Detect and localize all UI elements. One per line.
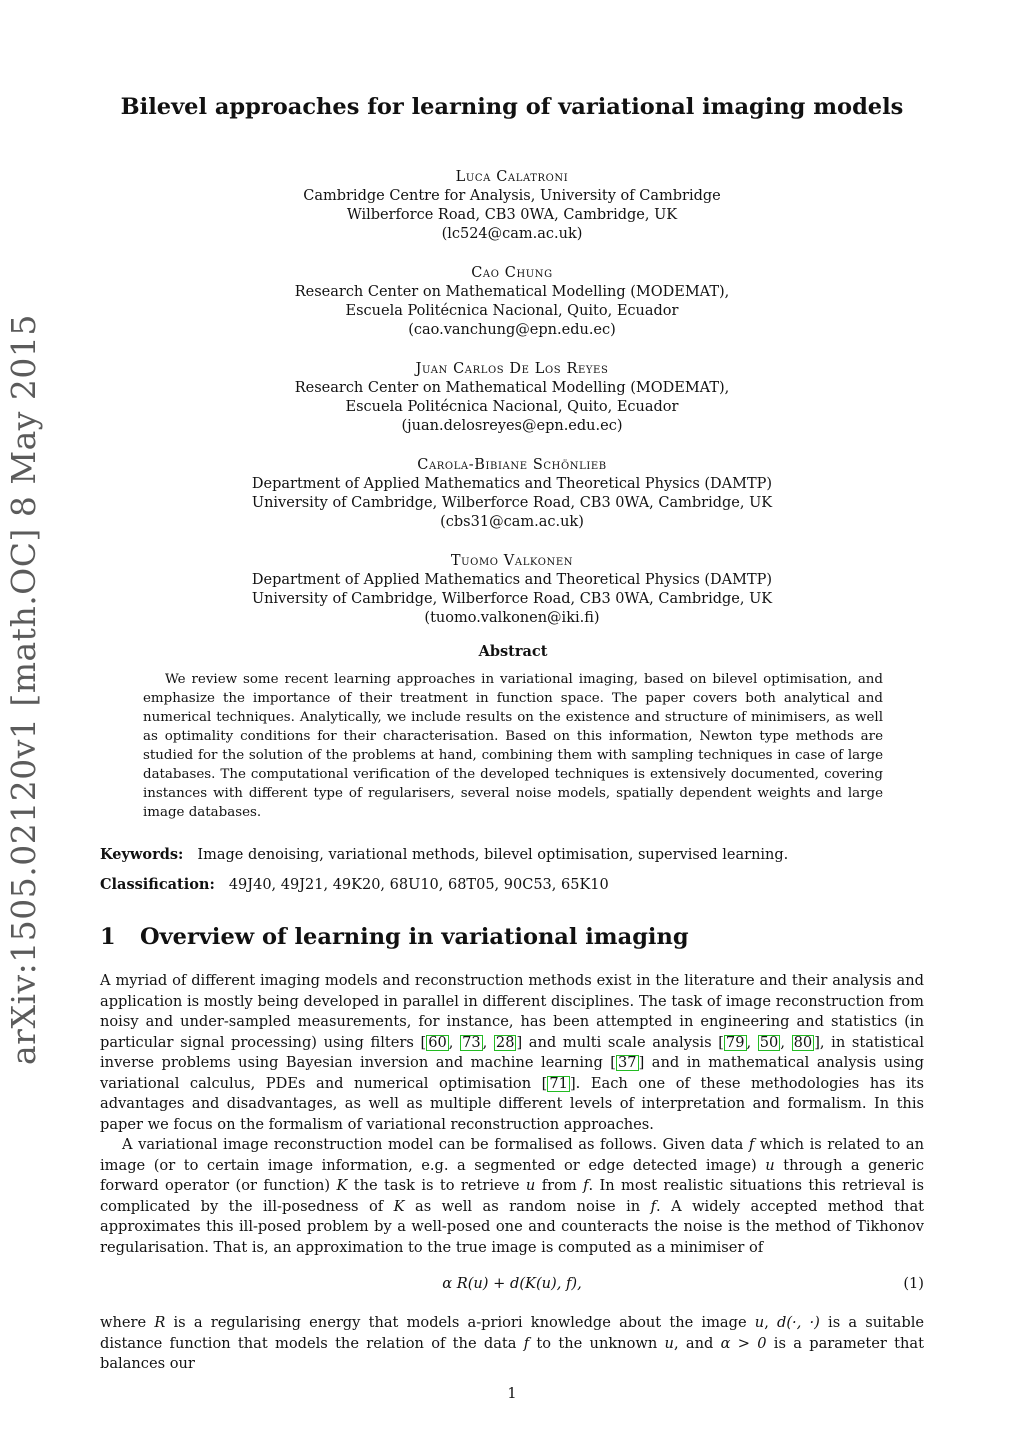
text-run: to the unknown	[529, 1334, 665, 1352]
abstract-heading: Abstract	[478, 643, 548, 660]
text-run: , and	[673, 1334, 721, 1352]
citation-link[interactable]: 80	[793, 1033, 813, 1051]
text-run: where	[100, 1314, 155, 1331]
section-number: 1	[100, 924, 116, 950]
equation-body: α R(u) + d(K(u), f),	[442, 1275, 582, 1292]
page-number: 1	[507, 1386, 517, 1402]
text-run: . In most realistic situations this retrieval is complicated by the ill-posedness of	[100, 1177, 925, 1215]
math-symbol: f	[523, 1334, 530, 1352]
text-run: which is related to an image (or to certain image information, e.g. a segmented or edge detected image)	[100, 1136, 925, 1174]
citation-separator: ,	[482, 1033, 494, 1051]
equation-1	[100, 1275, 924, 1297]
math-symbol: R	[154, 1314, 166, 1331]
paragraph-1: A myriad of different imaging models and reconstruction methods exist in the literature and their analysis and application is mostly being developed in parallel in different disciplines. The task of image reconstruction from noisy and under-sampled measurements, for instance, has been attempted in engineering and statistics (in particular signal processing) using filters [ 60 , 73 , 28 ] and multi scale analysis [ 79 , 50 , 80 ], in statistical inverse problems using Bayesian inversion and machine learning [ 37 ] and in mathematical analysis using variational calculus, PDEs and numerical optimisation [ 71 ]. Each one of these methodologies has its advantages and disadvantages, as well as multiple different levels of interpretation and formalism. In this paper we focus on the formalism of variational reconstruction approaches.	[100, 972, 924, 1133]
math-symbol: f	[748, 1136, 755, 1153]
citation-separator: ,	[780, 1033, 792, 1051]
text-run: is a parameter that balances our	[100, 1334, 925, 1372]
text-run: A variational image reconstruction model can be formalised as follows. Given data	[122, 1136, 749, 1153]
author-entry	[150, 456, 874, 532]
author-email: (cao.vanchung@epn.edu.ec)	[408, 322, 616, 338]
text-run: is a suitable distance function that models the relation of the data	[100, 1314, 925, 1352]
equation-number: (1)	[903, 1275, 924, 1292]
text-run: the task is to retrieve	[347, 1177, 526, 1194]
text-run: is a regularising energy that models a-priori knowledge about the image	[165, 1314, 755, 1331]
author-affiliation: Cambridge Centre for Analysis, University of Cambridge	[303, 188, 721, 204]
author-block	[150, 168, 874, 648]
citation-link[interactable]: 79	[725, 1033, 745, 1051]
author-address: Escuela Politécnica Nacional, Quito, Ecuador	[345, 399, 679, 415]
text-run: through a generic forward operator (or function)	[100, 1156, 925, 1194]
author-address: Wilberforce Road, CB3 0WA, Cambridge, UK	[346, 207, 678, 223]
math-symbol: K	[393, 1197, 405, 1215]
author-address: University of Cambridge, Wilberforce Road, CB3 0WA, Cambridge, UK	[251, 495, 773, 511]
citation-link[interactable]: 37	[618, 1054, 637, 1071]
author-address: Escuela Politécnica Nacional, Quito, Ecuador	[345, 303, 679, 319]
author-address: University of Cambridge, Wilberforce Road, CB3 0WA, Cambridge, UK	[251, 591, 773, 607]
classification-label: Classification:	[100, 876, 215, 893]
author-name: Carola-Bibiane Schönlieb	[417, 457, 607, 473]
author-email: (lc524@cam.ac.uk)	[441, 226, 583, 242]
math-symbol: f	[650, 1197, 656, 1215]
author-affiliation: Department of Applied Mathematics and Theoretical Physics (DAMTP)	[251, 476, 773, 492]
text-run: and in mathematical analysis using variational calculus, PDEs and numerical optimisation	[100, 1054, 924, 1092]
author-email: (juan.delosreyes@epn.edu.ec)	[401, 418, 623, 434]
citation-separator: ,	[448, 1033, 461, 1051]
author-entry	[150, 168, 874, 244]
author-name: Luca Calatroni	[455, 169, 569, 185]
author-email: (tuomo.valkonen@iki.fi)	[424, 610, 600, 626]
math-symbol: u	[525, 1177, 536, 1194]
keywords-block	[100, 846, 924, 906]
citation-separator: ,	[746, 1033, 758, 1051]
classification-value: 49J40, 49J21, 49K20, 68U10, 68T05, 90C53, 65K10	[228, 877, 609, 893]
citation-link[interactable]: 28	[495, 1033, 515, 1051]
author-email: (cbs31@cam.ac.uk)	[440, 514, 584, 530]
paragraph-3	[100, 1313, 924, 1375]
text-run: . Each one of these methodologies has its advantages and disadvantages, as well as multiple different levels of interpretation and formalism. In this paper we focus on the formalism of variational reconstruction approaches.	[100, 1074, 924, 1133]
text-run: , in statistical inverse problems using Bayesian inversion and machine learning	[100, 1033, 924, 1071]
text-run: as well as random noise in	[404, 1197, 651, 1215]
author-name: Juan Carlos De Los Reyes	[415, 361, 609, 377]
section-heading	[100, 924, 689, 950]
math-symbol: α > 0	[720, 1334, 767, 1352]
math-symbol: u	[754, 1314, 765, 1331]
text-run: from	[535, 1177, 584, 1194]
author-affiliation: Department of Applied Mathematics and Theoretical Physics (DAMTP)	[251, 572, 773, 588]
math-symbol: u	[664, 1334, 674, 1352]
paper-title: Bilevel approaches for learning of variational imaging models	[120, 94, 904, 120]
author-entry	[150, 552, 874, 628]
abstract-section	[143, 643, 883, 822]
arxiv-stamp: arXiv:1505.02120v1 [math.OC] 8 May 2015	[4, 314, 43, 1065]
text-run: and multi scale analysis	[522, 1033, 719, 1051]
math-symbol: d(·, ·)	[777, 1314, 820, 1331]
keywords-value: Image denoising, variational methods, bilevel optimisation, supervised learning.	[197, 847, 789, 863]
citation-link[interactable]: 60	[428, 1033, 447, 1051]
author-name: Tuomo Valkonen	[450, 553, 574, 569]
paragraph-2	[100, 1135, 924, 1258]
text-run: ,	[764, 1314, 778, 1331]
author-affiliation: Research Center on Mathematical Modelling (MODEMAT),	[294, 380, 730, 396]
math-symbol: K	[336, 1177, 348, 1194]
citation-link[interactable]: 71	[549, 1074, 568, 1092]
classification-row	[100, 876, 924, 893]
abstract-text: We review some recent learning approaches in variational imaging, based on bilevel optimisation, and emphasize the importance of their treatment in function space. The paper covers both analytical and numerical techniques. Analytically, we include results on the existence and structure of minimisers, as well as optimality conditions for their characterisation. Based on this information, Newton type methods are studied for the solution of the problems at hand, combining them with sampling techniques in case of large databases. The computational verification of the developed techniques is extensively documented, covering instances with different type of regularisers, several noise models, spatially dependent weights and large image databases.	[143, 672, 883, 820]
math-symbol: u	[765, 1156, 775, 1174]
author-name: Cao Chung	[471, 265, 553, 281]
keywords-label: Keywords:	[100, 846, 184, 863]
author-entry	[150, 360, 874, 436]
math-symbol: f	[583, 1177, 589, 1194]
section-title: Overview of learning in variational imaging	[140, 924, 689, 950]
citation-link[interactable]: 50	[759, 1033, 779, 1051]
text-run: . A widely accepted method that approximates this ill-posed problem by a well-posed one and counteracts the noise is the method of Tikhonov regularisation. That is, an approximation to the true image is computed as a minimiser of	[100, 1197, 925, 1256]
citation-link[interactable]: 73	[462, 1033, 481, 1051]
keywords-row	[100, 846, 924, 863]
author-affiliation: Research Center on Mathematical Modelling (MODEMAT),	[294, 284, 730, 300]
author-entry	[150, 264, 874, 340]
text-run: A myriad of different imaging models and reconstruction methods exist in the literature and their analysis and application is mostly being developed in parallel in different disciplines. The task of image reconstruction from noisy and under-sampled measurements, for instance, has been attempted in engineering and statistics (in particular signal processing) using filters	[100, 972, 924, 1051]
